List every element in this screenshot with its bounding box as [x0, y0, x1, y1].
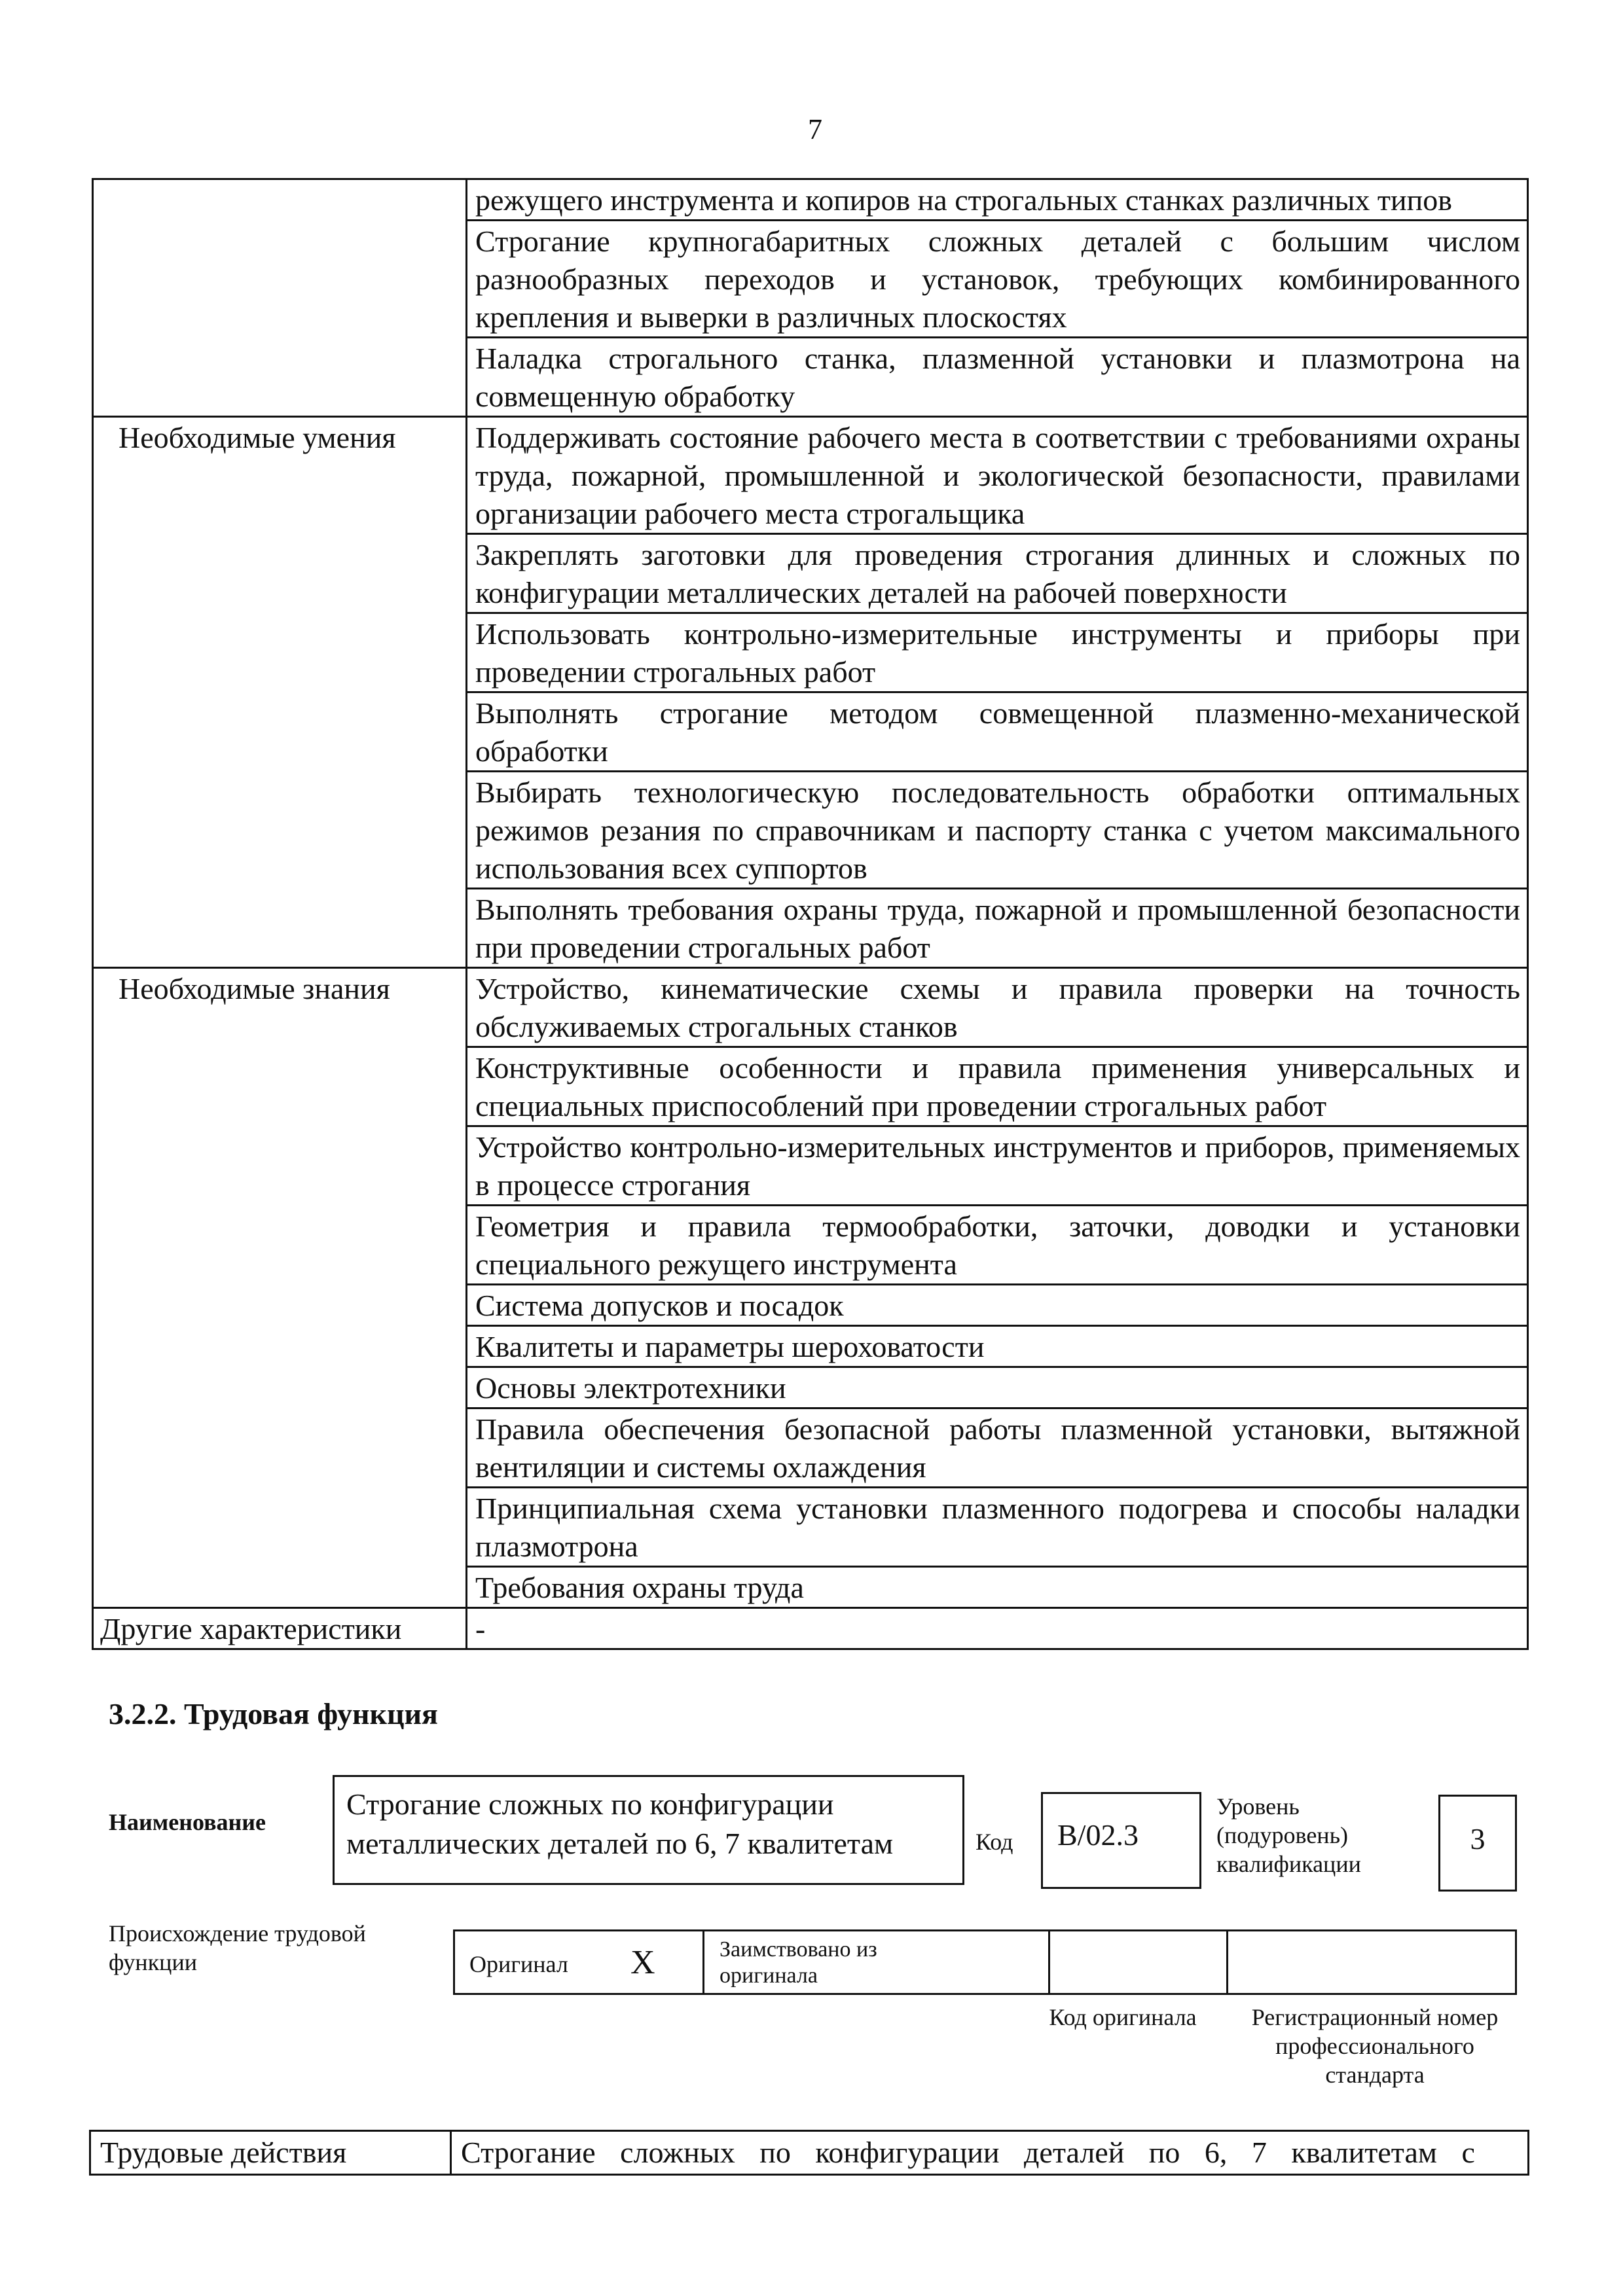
row-value: Устройство, кинематические схемы и правила проверки на точность обслуживаемых строгальных станков: [467, 968, 1528, 1047]
row-value: Устройство контрольно-измерительных инструментов и приборов, применяемых в процессе строгания: [467, 1126, 1528, 1206]
function-name: Строгание сложных по конфигурации металлических деталей по 6, 7 квалитетам: [346, 1787, 894, 1860]
row-value: Принципиальная схема установки плазменного подогрева и способы наладки плазмотрона: [467, 1488, 1528, 1567]
section-title: 3.2.2. Трудовая функция: [109, 1697, 438, 1731]
table-row: [93, 968, 1528, 1047]
original-label: Оригинал: [469, 1951, 568, 1977]
table-row: [90, 2131, 1529, 2175]
row-value: Наладка строгального станка, плазменной установки и плазмотрона на совмещенную обработку: [467, 338, 1528, 417]
row-value: Квалитеты и параметры шероховатости: [467, 1326, 1528, 1367]
name-label: Наименование: [109, 1809, 266, 1835]
level-label: Уровень (подуровень) квалификации: [1216, 1793, 1361, 1877]
row-value: режущего инструмента и копиров на строгальных станках различных типов: [467, 179, 1528, 221]
row-value: Требования охраны труда: [467, 1567, 1528, 1608]
table-row: [93, 179, 1528, 221]
page-number: 7: [808, 113, 822, 145]
function-name-box: [333, 1775, 964, 1885]
divider: [702, 1929, 704, 1995]
row-label: Необходимые умения: [93, 417, 467, 968]
row-value: Система допусков и посадок: [467, 1285, 1528, 1326]
divider: [1048, 1929, 1050, 1995]
table-row: [93, 417, 1528, 534]
row-value: Выбирать технологическую последовательность обработки оптимальных режимов резания по справочникам и паспорту станка с учетом максимального использования всех суппортов: [467, 772, 1528, 889]
reg-number-caption: Регистрационный номер профессионального стандарта: [1251, 2004, 1499, 2088]
original-mark: X: [630, 1944, 655, 1981]
row-value: Правила обеспечения безопасной работы плазменной установки, вытяжной вентиляции и системы охлаждения: [467, 1408, 1528, 1488]
code-box: [1041, 1792, 1201, 1889]
borrowed-label: Заимствовано из оригинала: [720, 1937, 877, 1988]
origin-label: Происхождение трудовой функции: [109, 1920, 366, 1975]
row-label: [93, 179, 467, 417]
table-row: [93, 1608, 1528, 1649]
code-value: B/02.3: [1057, 1818, 1139, 1852]
divider: [1226, 1929, 1228, 1995]
row-value: Геометрия и правила термообработки, заточки, доводки и установки специального режущего инструмента: [467, 1206, 1528, 1285]
actions-value: Строгание сложных по конфигурации деталей по 6, 7 квалитетам с: [451, 2131, 1529, 2175]
row-label: Необходимые знания: [93, 968, 467, 1608]
row-value: Основы электротехники: [467, 1367, 1528, 1408]
row-value: Выполнять требования охраны труда, пожарной и промышленной безопасности при проведении строгальных работ: [467, 889, 1528, 968]
row-value: -: [467, 1608, 1528, 1649]
row-value: Конструктивные особенности и правила применения универсальных и специальных приспособлений при проведении строгальных работ: [467, 1047, 1528, 1126]
level-value: 3: [1470, 1822, 1486, 1856]
row-value: Поддерживать состояние рабочего места в соответствии с требованиями охраны труда, пожарной, промышленной и экологической безопасности, правилами организации рабочего места строгальщика: [467, 417, 1528, 534]
row-value: Строгание крупногабаритных сложных деталей с большим числом разнообразных переходов и установок, требующих комбинированного крепления и выверки в различных плоскостях: [467, 221, 1528, 338]
labor-actions-table: [89, 2130, 1529, 2176]
origin-table: [453, 1929, 1517, 1995]
row-value: Выполнять строгание методом совмещенной плазменно-механической обработки: [467, 692, 1528, 772]
level-box: [1438, 1795, 1517, 1892]
row-value: Использовать контрольно-измерительные инструменты и приборы при проведении строгальных работ: [467, 613, 1528, 692]
row-label: Другие характеристики: [93, 1608, 467, 1649]
requirements-table: [92, 178, 1529, 1650]
actions-label: Трудовые действия: [90, 2131, 451, 2175]
code-original-caption: Код оригинала: [1049, 2004, 1197, 2030]
code-label: Код: [976, 1829, 1013, 1855]
row-value: Закреплять заготовки для проведения строгания длинных и сложных по конфигурации металлических деталей на рабочей поверхности: [467, 534, 1528, 613]
